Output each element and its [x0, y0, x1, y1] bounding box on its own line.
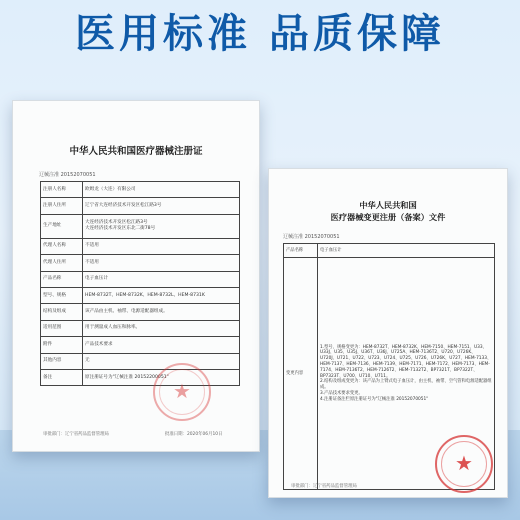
change-registration-document [268, 168, 508, 498]
seal-star-icon: ★ [455, 451, 473, 475]
field-value: 欧姆龙（大连）有限公司 [83, 182, 240, 198]
official-seal [435, 435, 493, 493]
field-value: 1.型号、规格变更为：HEM-8732T、HEM-8732K、HEM-7150、HEM-7151、U33、U33J、U35、U35J、U36T、U36J、U725A、HEM-7136T2、U720、U726K、U720J、U721、U722、U723、U724、U725、U726、U726K、U727、HEM-7133、HEM-7137、HEM-7136、HEM-7139、HEM-7171、HEM-7172、HEM-7173、HEM-7174、HEM-7136T2、HEM-7126T2、HEM-7132T2、BP7321T、BP7322T、BP7323T、U700、U710、U711。 2.结构及组成变更为：该产品为上臂式电子血压计，由主机、袖带、空气管和电源适配器组成。 3.产品技术要求变更。 4.注册证备注栏原注册证号为"辽械注准 20152070051" [318, 258, 495, 490]
document-title-line1: 中华人民共和国 [359, 200, 417, 210]
registration-number: 辽械注准 20152070051 [39, 172, 96, 178]
issuing-authority: 审批部门：辽宁省药品监督管理局 [43, 432, 109, 437]
table-row [41, 238, 240, 254]
certificate-table [40, 181, 240, 386]
field-label: 代理人住所 [41, 255, 83, 271]
field-label: 变更内容 [284, 258, 318, 490]
table-row [41, 304, 240, 320]
headline: 医用标准 品质保障 [75, 11, 445, 57]
certificate-title: 中华人民共和国医疗器械注册证 [69, 146, 203, 157]
field-label: 产品名称 [41, 271, 83, 287]
field-value: 该产品由主机、袖带、电源适配器组成。 [83, 304, 240, 320]
table-row [41, 353, 240, 369]
field-value: 不适用 [83, 238, 240, 254]
field-value: HEM-8732T、HEM-8732K、HEM-8732L、HEM-8731K [83, 287, 240, 303]
table-row [41, 182, 240, 198]
field-label: 附件 [41, 337, 83, 353]
table-row [41, 337, 240, 353]
registration-certificate [12, 100, 260, 452]
table-row [41, 320, 240, 336]
field-label: 其他内容 [41, 353, 83, 369]
field-value: 无 [83, 353, 240, 369]
issuing-authority: 审批部门：辽宁省药品监督管理局 [291, 484, 357, 489]
table-row [41, 255, 240, 271]
field-label: 产品名称 [284, 244, 318, 258]
document-title-line2: 医疗器械变更注册（备案）文件 [330, 212, 446, 222]
field-label: 适用范围 [41, 320, 83, 336]
field-value: 原注册证号为"辽械注准 20152200051" [83, 369, 240, 385]
field-value: 电子血压计 [83, 271, 240, 287]
field-value: 电子血压计 [318, 244, 495, 258]
field-value: 不适用 [83, 255, 240, 271]
field-value: 产品技术要求 [83, 337, 240, 353]
field-label: 型号、规格 [41, 287, 83, 303]
table-row [41, 271, 240, 287]
table-row [41, 198, 240, 214]
table-row [41, 287, 240, 303]
field-value: 大连经济技术开发区松江路3号 大连经济技术开发区东北二街78号 [83, 214, 240, 238]
registration-number: 辽械注准 20152070051 [283, 234, 340, 240]
table-row [41, 214, 240, 238]
field-value: 辽宁省大连经济技术开发区松江路3号 [83, 198, 240, 214]
table-row [284, 244, 495, 258]
field-label: 代理人名称 [41, 238, 83, 254]
official-seal [153, 363, 211, 421]
field-label: 备注 [41, 369, 83, 385]
field-label: 注册人名称 [41, 182, 83, 198]
seal-star-icon: ★ [173, 379, 191, 403]
field-label: 注册人住所 [41, 198, 83, 214]
field-label: 结构及组成 [41, 304, 83, 320]
field-label: 生产地址 [41, 214, 83, 238]
approval-date: 批准日期：2020年06月10日 [165, 432, 223, 437]
field-value: 用于测量成人血压和脉率。 [83, 320, 240, 336]
